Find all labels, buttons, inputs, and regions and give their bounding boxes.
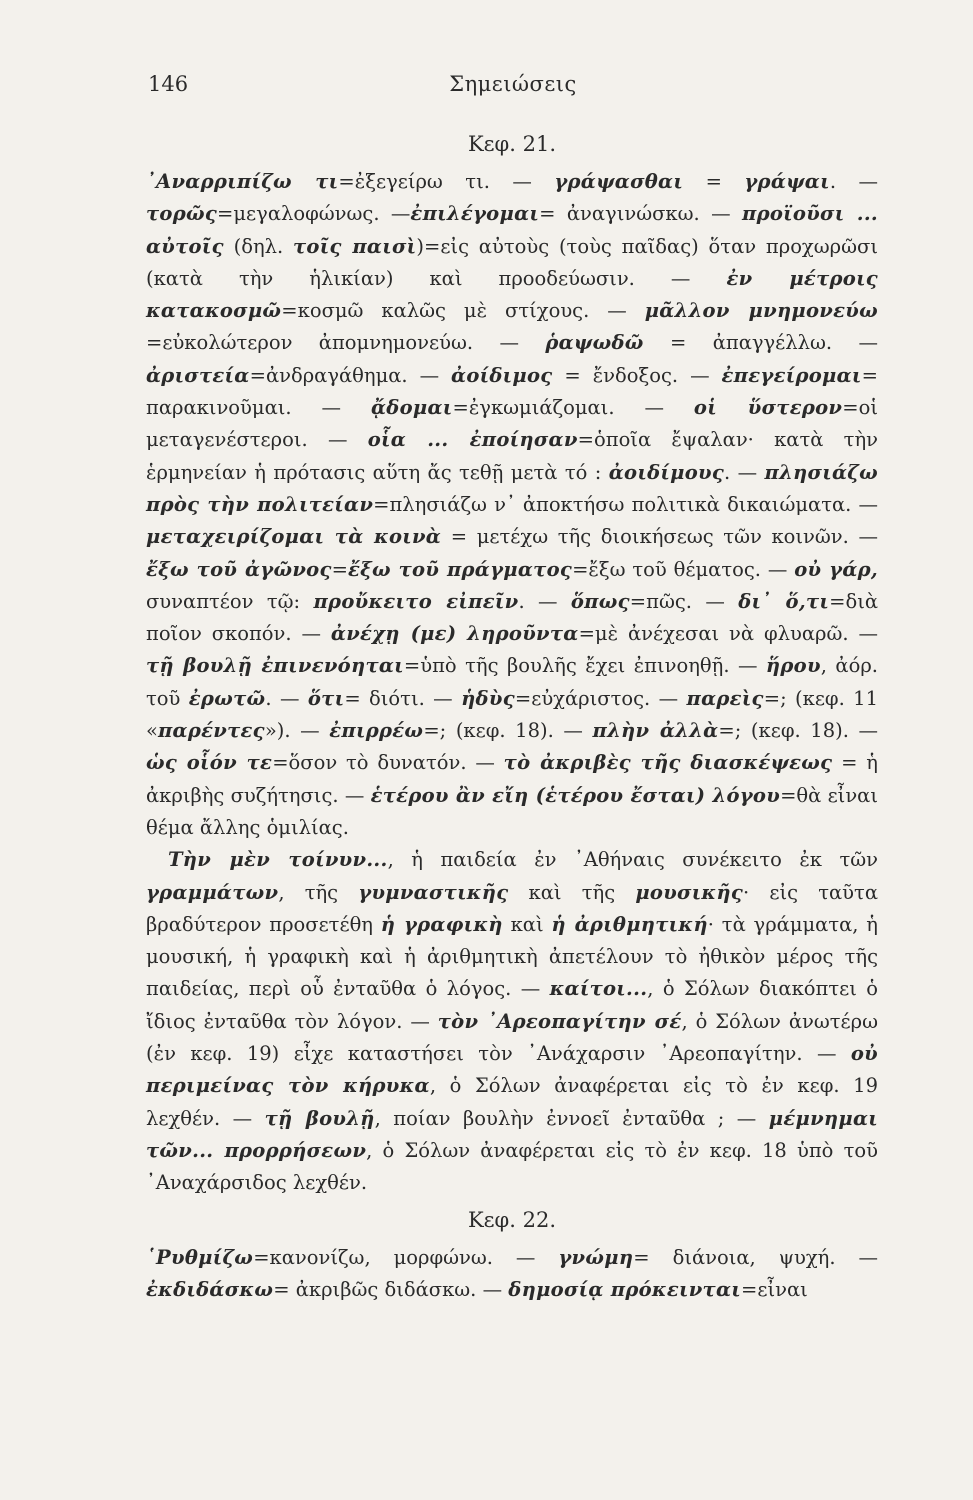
lemma-term: ἑτέρου ἂν εἴη (ἑτέρου ἔσται) λόγου — [370, 783, 781, 807]
gloss-text: =; (κεφ. 18). — — [423, 719, 593, 743]
chapter-21-commentary-paragraph — [146, 844, 878, 1199]
lemma-term: ἐπιλέγομαι — [410, 202, 540, 226]
chapter-22-glossary-paragraph — [146, 1242, 878, 1307]
gloss-text: =ὁποῖα ἔψαλαν· κατὰ τὴν ἑρμηνείαν ἡ πρότασις αὕτη ἄς τεθῇ μετὰ τό : — [146, 428, 879, 484]
gloss-text: = ἀκριβῶς διδάσκω. — — [273, 1277, 509, 1301]
gloss-text: =; (κεφ. 11 « — [146, 686, 878, 743]
lemma-term: οἷα ... ἐποίησαν — [367, 428, 578, 452]
lemma-term: ἀνέχῃ (με) ληροῦντα — [330, 622, 579, 646]
lemma-term: οὐ γάρ, — [794, 557, 878, 581]
gloss-text: . — — [518, 589, 571, 613]
gloss-text: =; (κεφ. 18). — — [718, 719, 879, 743]
lemma-term: γνώμη — [558, 1245, 634, 1269]
gloss-text: =οἱ μεταγενέστεροι. — — [146, 396, 878, 452]
lemma-term: προϊοῦσι ... αὐτοῖς — [146, 202, 878, 258]
lemma-term: ἐρωτῶ — [188, 686, 266, 710]
gloss-text: =ἀνδραγάθημα. — — [249, 363, 452, 387]
lemma-term: μᾶλλον μνημονεύω — [644, 299, 878, 323]
gloss-text: = ἀπαγγέλλω. — — [643, 331, 878, 355]
running-title: Σημειώσεις — [449, 72, 577, 96]
gloss-text: , τῆς — [278, 880, 359, 904]
lemma-term: ἡ ἀριθμητική — [551, 912, 708, 936]
page-number: 146 — [148, 72, 189, 96]
lemma-term: γράψασθαι — [554, 170, 684, 193]
gloss-text: , ποίαν βουλὴν ἐννοεῖ ἐνταῦθα ; — — [374, 1106, 769, 1130]
lemma-term: ὡς οἷόν τε — [146, 751, 273, 775]
gloss-text: = ἡ ἀκριβὴς συζήτησις. — — [146, 751, 878, 807]
gloss-text: καὶ τῆς — [508, 880, 636, 904]
page-header — [148, 72, 878, 104]
lemma-term: τὸ ἀκριβὲς τῆς διασκέψεως — [503, 751, 833, 775]
lemma-term: παρεὶς — [686, 686, 764, 710]
gloss-text: , ὁ Σόλων ἀναφέρεται εἰς τὸ ἐν κεφ. 18 ὑπὸ τοῦ ᾿Αναχάρσιδος λεχθέν. — [146, 1138, 878, 1195]
lemma-term: τῇ βουλῇ — [264, 1106, 375, 1130]
lemma-term: τῇ βουλῇ ἐπινενόηται — [146, 654, 404, 678]
lemma-term: ᾄδομαι — [370, 396, 453, 420]
gloss-text: =μὲ ἀνέχεσαι νὰ φλυαρῶ. — — [578, 622, 879, 646]
gloss-text: . — — [724, 460, 765, 484]
gloss-text: , ἡ παιδεία ἐν ᾿Αθήναις συνέκειτο ἐκ τῶν — [387, 848, 879, 872]
gloss-text: = ἀναγινώσκω. — — [539, 202, 742, 226]
lemma-term: παρέντες — [157, 719, 265, 743]
lemma-term: πλὴν ἀλλὰ — [592, 719, 719, 743]
gloss-text: =μεγαλοφώνως. — — [217, 202, 411, 226]
page-body — [146, 128, 878, 1306]
gloss-text: =εἶναι — [741, 1277, 808, 1301]
gloss-text: , ὁ Σόλων ἀνωτέρω (ἐν κεφ. 19) εἶχε καταστήσει τὸν ᾿Ανάχαρσιν ᾿Αρεοπαγίτην. — — [146, 1009, 878, 1066]
gloss-text: , ὁ Σόλων διακόπτει ὁ ἴδιος ἐνταῦθα τὸν λόγον. — — [146, 977, 878, 1033]
gloss-text: , ὁ Σόλων ἀναφέρεται εἰς τὸ ἐν κεφ. 19 λεχθέν. — — [146, 1074, 878, 1130]
lemma-term: δημοσίᾳ πρόκεινται — [508, 1277, 741, 1301]
gloss-text: = — [683, 170, 745, 193]
gloss-text: = διότι. — — [344, 686, 462, 710]
lemma-term: καίτοι... — [549, 977, 648, 1001]
gloss-text: =διὰ ποῖον σκοπόν. — — [146, 589, 879, 646]
gloss-text: · τὰ γράμματα, ἡ μουσική, ἡ γραφικὴ καὶ ἡ ἀριθμητικὴ ἀπετέλουν τὸ ἠθικὸν μέρος τῆς παιδείας, περὶ οὗ ἐνταῦθα ὁ λόγος. — — [146, 912, 878, 1001]
lemma-term: γραμμάτων — [146, 880, 279, 904]
lemma-term: τορῶς — [146, 202, 218, 226]
gloss-text: =ἐξεγείρω τι. — — [338, 170, 555, 193]
lemma-term: γυμναστικῆς — [358, 880, 509, 904]
lemma-term: ἡδὺς — [461, 686, 515, 710]
lemma-term: ἀοιδίμους — [608, 460, 725, 484]
lemma-term: δι᾿ ὅ,τι — [738, 589, 830, 613]
gloss-text: »). — — [264, 719, 330, 743]
lemma-term: ἔξω τοῦ ἀγῶνος — [146, 557, 332, 581]
gloss-text: συναπτέον τῷ: — [146, 589, 314, 613]
lemma-term: ὅτι — [307, 686, 345, 710]
gloss-text: =θὰ εἶναι θέμα ἄλλης ὁμιλίας. — [146, 783, 878, 839]
lemma-term: ἡ γραφικὴ — [380, 912, 503, 936]
lemma-term: οἱ ὕστερον — [693, 396, 843, 420]
lemma-term: μέμνημαι τῶν... προρρήσεων — [146, 1106, 878, 1162]
gloss-text: =εὐχάριστος. — — [514, 686, 687, 710]
lemma-term: μουσικῆς — [635, 880, 744, 904]
gloss-text: =πῶς. — — [629, 589, 739, 613]
lemma-term: ἔξω τοῦ πράγματος — [347, 557, 573, 581]
gloss-text: = — [331, 557, 348, 581]
lemma-term: τὸν ᾿Αρεοπαγίτην σέ — [437, 1009, 682, 1033]
gloss-text: =πλησιάζω ν᾿ ἀποκτήσω πολιτικὰ δικαιώματα. — — [373, 492, 878, 516]
lemma-term: πλησιάζω πρὸς τὴν πολιτείαν — [146, 460, 878, 516]
chapter-21-heading: Κεφ. 21. — [467, 132, 557, 156]
gloss-text: = μετέχω τῆς διοικήσεως τῶν κοινῶν. — — [441, 525, 878, 549]
gloss-text: (δηλ. — [223, 234, 293, 258]
lemma-term: ἐκδιδάσκω — [146, 1277, 274, 1301]
lemma-term: ἐν μέτροις κατακοσμῶ — [146, 266, 878, 323]
lemma-term: γράψαι — [744, 170, 830, 193]
lemma-term: ᾿Αναρριπίζω τι — [146, 170, 339, 193]
gloss-text: = ἔνδοξος. — — [552, 363, 722, 387]
gloss-text: =κοσμῶ καλῶς μὲ στίχους. — — [281, 299, 645, 323]
lemma-term: οὐ περιμείνας τὸν κήρυκα — [146, 1042, 878, 1098]
chapter-21-glossary-paragraph — [146, 166, 878, 844]
gloss-text: =κανονίζω, μορφώνω. — — [253, 1245, 559, 1269]
lemma-term: μεταχειρίζομαι τὰ κοινὰ — [146, 525, 442, 549]
gloss-text: = παρακινοῦμαι. — — [146, 363, 878, 420]
gloss-text: καὶ — [502, 912, 552, 936]
lemma-term: τοῖς παισὶ — [293, 234, 417, 258]
lemma-term: ὅπως — [570, 589, 630, 613]
lemma-term: ἐπεγείρομαι — [721, 363, 862, 387]
gloss-text: =ἔξω τοῦ θέματος. — — [572, 557, 795, 581]
gloss-text: )=εἰς αὐτοὺς (τοὺς παῖδας) ὅταν προχωρῶσι (κατὰ τὴν ἡλικίαν) καὶ προοδεύωσιν. — — [146, 234, 878, 290]
gloss-text: =ἐγκωμιάζομαι. — — [452, 396, 694, 420]
gloss-text: = διάνοια, ψυχή. — — [633, 1245, 878, 1269]
lemma-term: Τὴν μὲν τοίνυν... — [168, 848, 388, 872]
lemma-term: ἥρου — [765, 654, 821, 678]
lemma-term: προὔκειτο εἰπεῖν — [313, 589, 519, 613]
lemma-term: ἀοίδιμος — [451, 363, 553, 387]
gloss-text: . — — [265, 686, 308, 710]
lemma-term: ἐπιρρέω — [329, 719, 424, 743]
lemma-term: ἀριστεία — [146, 363, 250, 387]
lemma-term: ῾Ρυθμίζω — [146, 1245, 254, 1269]
gloss-text: =ὑπὸ τῆς βουλῆς ἔχει ἐπινοηθῇ. — — [403, 654, 766, 678]
gloss-text: , ἀόρ. τοῦ — [146, 654, 879, 710]
gloss-text: . — — [829, 170, 878, 193]
lemma-term: ῥαψωδῶ — [545, 331, 644, 355]
chapter-22-heading: Κεφ. 22. — [467, 1207, 557, 1232]
gloss-text: =εὐκολώτερον ἀπομνημονεύω. — — [146, 331, 546, 355]
gloss-text: =ὅσον τὸ δυνατόν. — — [272, 751, 504, 775]
gloss-text: · εἰς ταῦτα βραδύτερον προσετέθη — [146, 880, 878, 936]
